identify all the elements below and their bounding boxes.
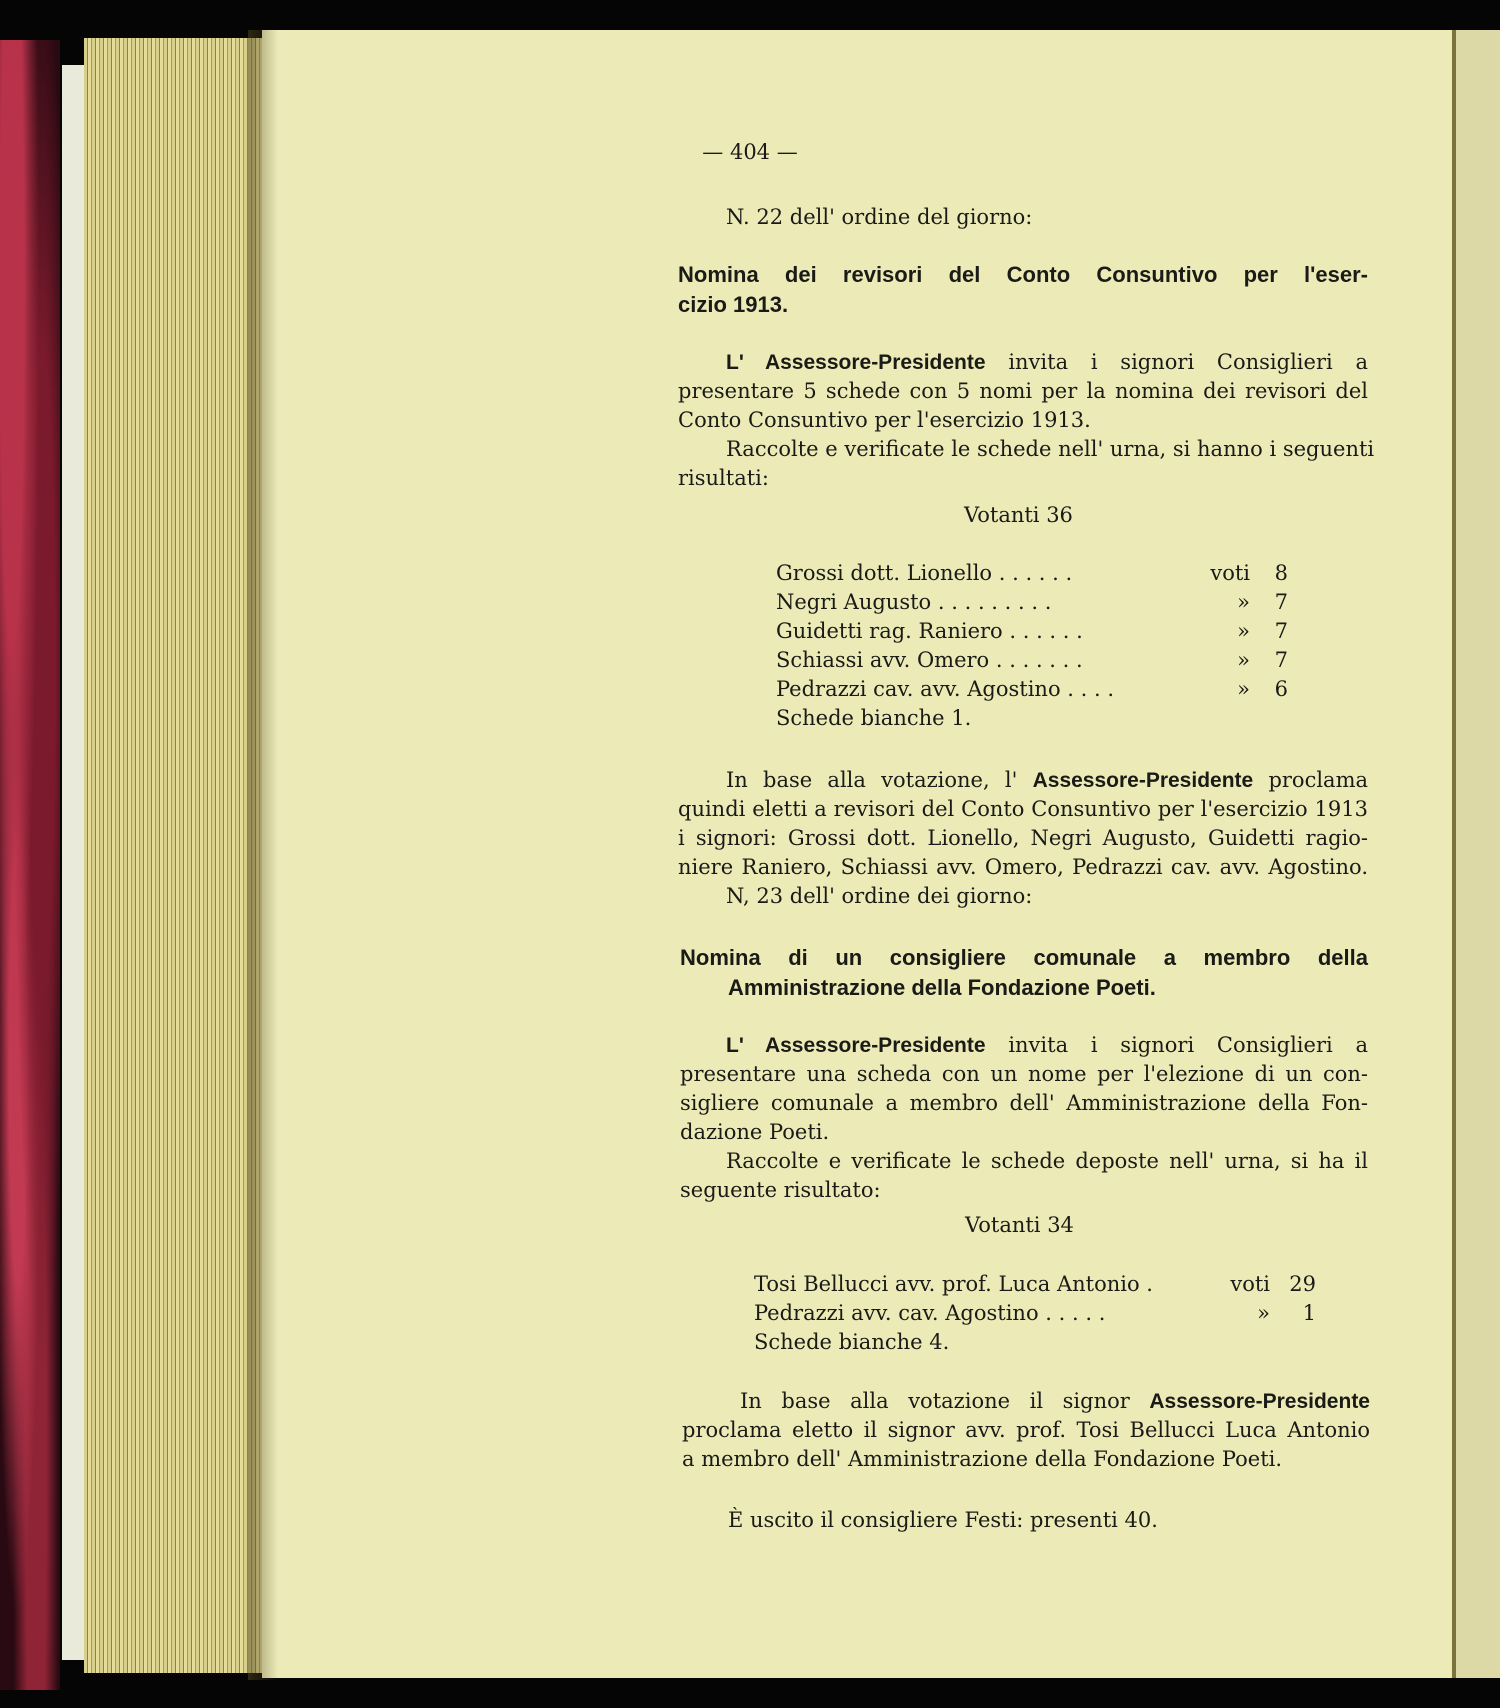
section-22-para2-line2: risultati: xyxy=(678,466,769,490)
section-23-title-line2: Amministrazione della Fondazione Poeti. xyxy=(728,975,1156,1000)
closing-note: È uscito il consigliere Festi: presenti 40. xyxy=(728,1508,1158,1532)
section-22-para3-line2: quindi eletti a revisori del Conto Consuntivo per l'esercizio 1913 xyxy=(678,797,1368,821)
section-23-para2-line1: Raccolte e verificate le schede deposte nell' urna, si ha il xyxy=(726,1149,1368,1173)
section-23-para1-line1: L' Assessore-Presidente invita i signori Consiglieri a xyxy=(726,1033,1368,1057)
section-23-para2-line2: seguente risultato: xyxy=(680,1178,881,1202)
table-row: Negri Augusto . . . . . . . . . xyxy=(776,590,1052,614)
blank-ballots-23: Schede bianche 4. xyxy=(754,1330,950,1354)
right-page-edge xyxy=(1452,30,1500,1678)
table-row: Guidetti rag. Raniero . . . . . . xyxy=(776,619,1083,643)
order-label-23: N, 23 dell' ordine dei giorno: xyxy=(726,884,1033,908)
votanti-23: Votanti 34 xyxy=(965,1213,1074,1237)
vote-count: 7 xyxy=(1274,619,1288,643)
vote-count: 6 xyxy=(1274,677,1288,701)
speaker-label: L' Assessore-Presidente xyxy=(726,1034,986,1057)
vote-mark: » xyxy=(1237,619,1250,643)
vote-mark: » xyxy=(1257,1301,1270,1325)
votanti-22: Votanti 36 xyxy=(964,503,1073,527)
section-22-para3-line4: niere Raniero, Schiassi avv. Omero, Pedrazzi cav. avv. Agostino. xyxy=(678,855,1368,879)
section-23-para1-line4: dazione Poeti. xyxy=(680,1120,830,1144)
vote-count: 1 xyxy=(1302,1301,1316,1325)
section-22-title-line2: cizio 1913. xyxy=(678,292,789,317)
blank-ballots-22: Schede bianche 1. xyxy=(776,706,972,730)
page-number: — 404 — xyxy=(702,140,798,164)
order-label-22: N. 22 dell' ordine del giorno: xyxy=(726,205,1033,229)
vote-mark: voti xyxy=(1230,1272,1270,1296)
section-22-para2-line1: Raccolte e verificate le schede nell' urna, si hanno i seguenti xyxy=(726,437,1375,461)
table-row: Schiassi avv. Omero . . . . . . . xyxy=(776,648,1083,672)
section-22-title-line1: Nomina dei revisori del Conto Consuntivo per l'eser- xyxy=(678,262,1368,287)
section-23-para1-line3: sigliere comunale a membro dell' Amministrazione della Fon- xyxy=(680,1091,1368,1115)
vote-count: 7 xyxy=(1274,648,1288,672)
vote-count: 7 xyxy=(1274,590,1288,614)
gutter-shadow xyxy=(248,30,278,1680)
section-22-para1-line1: L' Assessore-Presidente invita i signori Consiglieri a xyxy=(726,350,1368,374)
section-22-para3-line1: In base alla votazione, l' Assessore-Presidente proclama xyxy=(726,768,1369,792)
section-23-para3-line2: proclama eletto il signor avv. prof. Tosi Bellucci Luca Antonio xyxy=(682,1418,1370,1442)
vote-count: 8 xyxy=(1274,561,1288,585)
section-23-para3-line1: In base alla votazione il signor Assessore-Presidente xyxy=(740,1389,1370,1413)
section-22-para1-line3: Conto Consuntivo per l'esercizio 1913. xyxy=(678,408,1091,432)
vote-mark: voti xyxy=(1210,561,1250,585)
flyleaf xyxy=(62,65,84,1660)
table-row: Grossi dott. Lionello . . . . . . xyxy=(776,561,1073,585)
vote-mark: » xyxy=(1237,590,1250,614)
vote-mark: » xyxy=(1237,677,1250,701)
speaker-label: Assessore-Presidente xyxy=(1149,1390,1370,1413)
section-23-para3-line3: a membro dell' Amministrazione della Fondazione Poeti. xyxy=(682,1447,1283,1471)
table-row: Tosi Bellucci avv. prof. Luca Antonio . xyxy=(754,1272,1153,1296)
book-cover-edge xyxy=(0,40,60,1690)
section-23-para1-line2: presentare una scheda con un nome per l'elezione di un con- xyxy=(680,1062,1368,1086)
speaker-label: L' Assessore-Presidente xyxy=(726,351,986,374)
vote-mark: » xyxy=(1237,648,1250,672)
speaker-label: Assessore-Presidente xyxy=(1032,769,1254,792)
section-22-para1-line2: presentare 5 schede con 5 nomi per la nomina dei revisori del xyxy=(678,379,1368,403)
section-22-para3-line3: i signori: Grossi dott. Lionello, Negri Augusto, Guidetti ragio- xyxy=(678,826,1368,850)
table-row: Pedrazzi avv. cav. Agostino . . . . . xyxy=(754,1301,1106,1325)
section-23-title-line1: Nomina di un consigliere comunale a membro della xyxy=(680,945,1368,970)
table-row: Pedrazzi cav. avv. Agostino . . . . xyxy=(776,677,1115,701)
vote-count: 29 xyxy=(1289,1272,1316,1296)
page-edges xyxy=(84,38,262,1673)
